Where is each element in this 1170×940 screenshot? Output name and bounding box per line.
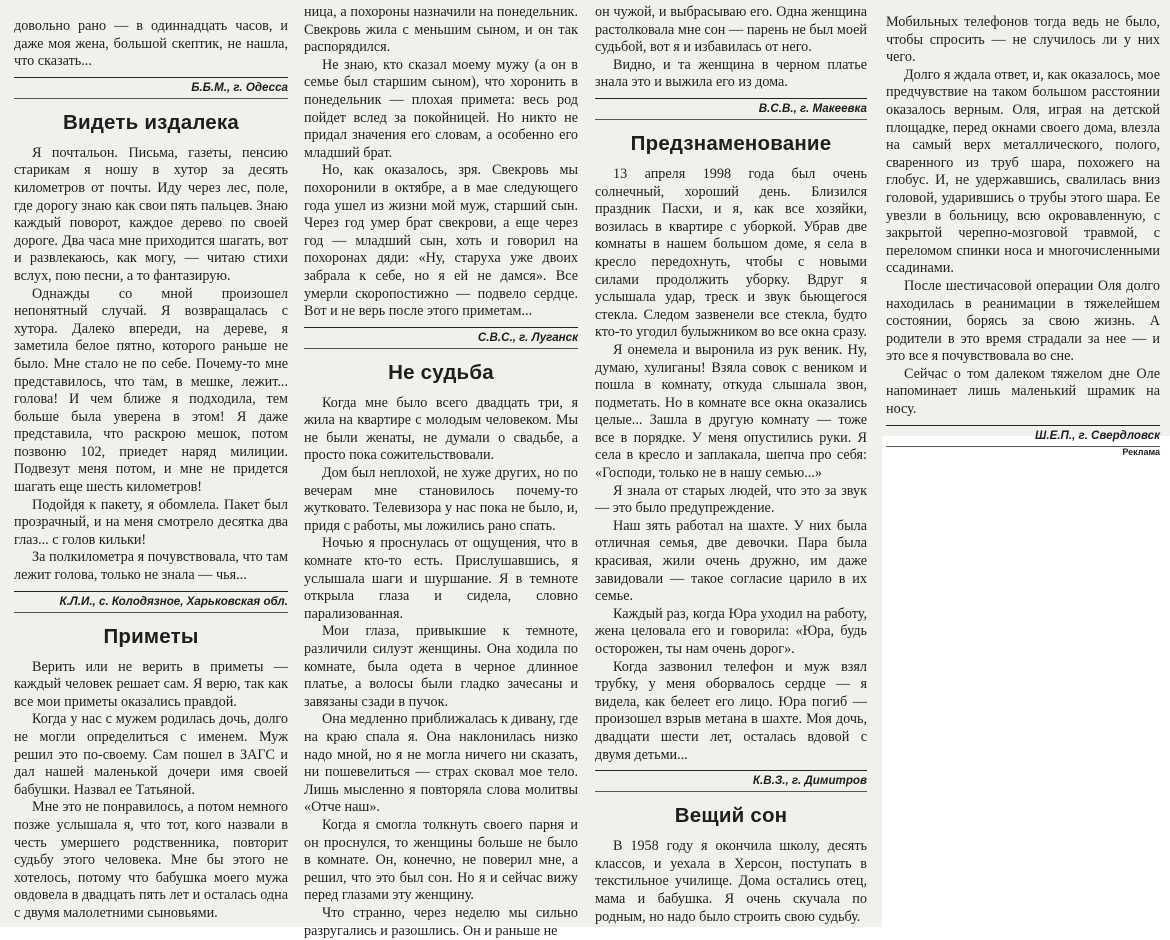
paragraph: После шестичасовой операции Оля долго находилась в реанимации в тяжелейшем состоянии, борясь за свою жизнь. А родители в это время страдали за нее — и это все я почувствовала во сне.: [886, 277, 1160, 365]
paragraph: Верить или не верить в приметы — каждый человек решает сам. Я верю, так как все мои приметы оказались правдой.: [14, 658, 288, 710]
paragraph: Ночью я проснулась от ощущения, что в комнате кто-то есть. Прислушавшись, я услышала шаги и шуршание. Я в темноте открыла глаза и сидела, словно парализованная.: [304, 535, 578, 622]
paragraph: Сейчас о том далеком тяжелом дне Оле напоминает лишь маленький шрамик на носу.: [886, 365, 1160, 418]
paragraph: Каждый раз, когда Юра уходил на работу, жена целовала его и говорила: «Юра, будь осторожен, ты нам очень дорог».: [595, 605, 867, 657]
byline: Б.Б.М., г. Одесса: [191, 80, 288, 94]
paragraph: Но, как оказалось, зря. Свекровь мы похоронили в октябре, а в мае следующего года ушел из жизни мой муж, старший сын. Через год умер брат свекрови, а еще через год — младший сын, хоть и говорил на похоронах дяди: «Ну, старуха уже двоих забрала к себе, но я ей не дамся». Все умерли скоропостижно — подвело сердце. Вот и не верь после этого приметам...: [304, 162, 578, 320]
paragraph: Мне это не понравилось, а потом немного позже услышала я, что тот, кого назвали в честь умершего родственника, повторит судьбу этого человека. Мне бы этого не хотелось, потому что бабушка моего мужа овдовела в двадцать пять лет и осталась одна с двумя малолетними сыновьями.: [14, 799, 288, 921]
byline: Ш.Е.П., г. Свердловск: [1035, 428, 1160, 442]
paragraph: довольно рано — в одиннадцать часов, и даже моя жена, большой скептик, не нашла, что сказать...: [14, 18, 288, 70]
article-heading: Не судьба: [388, 360, 494, 384]
paragraph: Она медленно приближалась к дивану, где на краю спала я. Она наклонилась низко надо мной, но я не могла ничего ни сказать, ни пошевелиться — страх сковал мое тело. Лишь мысленно я повторяла слова молитвы «Отче наш».: [304, 711, 578, 816]
paragraph: 13 апреля 1998 года был очень солнечный, хороший день. Близился праздник Пасхи, и я, как все хозяйки, возилась в квартире с уборкой. Убрав две комнаты в нашем большом доме, я села в кресло передохнуть, чтобы с новыми силами продолжить уборку. Вдруг я услышала удар, треск и звук бьющегося стекла. Следом зазвенели все стекла, будто кто-то угодил булыжником во все окна сразу.: [595, 165, 867, 341]
column-3: [595, 4, 867, 925]
paragraph: За полкилометра я почувствовала, что там лежит голова, только не знала — чья...: [14, 549, 288, 584]
paragraph: Что странно, через неделю мы сильно разругались и разошлись. Он и раньше не: [304, 904, 578, 939]
column-4: [886, 14, 1160, 457]
paragraph: Когда я смогла толкнуть своего парня и он проснулся, то женщины больше не было в комнате. Он, конечно, не поверил мне, а решил, что это был сон. Но я и сейчас вижу перед глазами эту женщину.: [304, 816, 578, 904]
column-1: [14, 18, 288, 921]
article-heading: Приметы: [103, 624, 199, 648]
paragraph: Я знала от старых людей, что это за звук — это было предупреждение.: [595, 482, 867, 517]
byline: К.В.З., г. Димитров: [752, 774, 867, 788]
byline: В.С.В., г. Макеевка: [758, 101, 867, 115]
paragraph: Когда мне было всего двадцать три, я жила на квартире с молодым человеком. Мы не были женаты, не думали о свадьбе, а просто пока сожительствовали.: [304, 394, 578, 464]
paragraph: Долго я ждала ответ, и, как оказалось, мое предчувствие на таком большом расстоянии оказалось верным. Оля, играя на детской площадке, перед окнами своего дома, влезла на самый верх металлического, полого, сваренного из труб шара, похожего на глобус. И, не удержавшись, свалилась вниз головой, ударившись о трубы этого шара. Ее увезли в больницу, всю окровавленную, с закрытой черепно-мозговой травмой, с переломом спинки носа и многочисленными ссадинами.: [886, 66, 1160, 277]
paragraph: Дом был неплохой, не хуже других, но по вечерам мне становилось почему-то жутковато. Телевизора у нас пока не было, и, придя с работы, мы ложились рано спать.: [304, 465, 578, 534]
paragraph: Подойдя к пакету, я обомлела. Пакет был прозрачный, и на меня смотрело десятка два глаз... с голов кильки!: [14, 496, 288, 548]
paragraph: Когда зазвонил телефон и муж взял трубку, у меня оборвалось сердце — я видела, как белеет его лицо. Юра погиб — произошел взрыв метана в шахте. Моя дочь, двадцати шести лет, осталась вдовой с двумя детьми...: [595, 658, 867, 763]
paragraph: Не знаю, кто сказал моему мужу (а он в семье был старшим сыном), что хоронить в понедельник — плохая примета: весь род пойдет вслед за покойницей. Но никто не придал значения его словам, а особенно его младший брат.: [304, 56, 578, 161]
paragraph: Видно, и та женщина в черном платье знала это и выжила его из дома.: [595, 56, 867, 91]
article-heading: Видеть издалека: [63, 110, 239, 134]
paragraph: Я онемела и выронила из рук веник. Ну, думаю, хулиганы! Взяла совок с веником и пошла в комнату, откуда слышала звон, подметать. Но в комнате все окна оказались целые... Зашла в другую комнату — тоже все в порядке. У меня опустились руки. Я села в кресло и заплакала, шепча про себя: «Господи, только не в нашу семью...»: [595, 341, 867, 482]
paragraph: Когда у нас с мужем родилась дочь, долго не могли определиться с именем. Муж решил это по-своему. Сам пошел в ЗАГС и дал нашей маленькой дочери имя своей бабушки. Назвал ее Татьяной.: [14, 711, 288, 798]
paragraph: Однажды со мной произошел непонятный случай. Я возвращалась с хутора. Далеко впереди, на дереве, я заметила белое пятно, которого раньше не было. Мне стало не по себе. Почему-то мне представилось, что там, в мешке, лежит... голова! И чем ближе я подходила, тем больше была уверена в этом! Я даже представила, что раскрою мешок, потом позвоню 102, приедет наряд милиции. Подвезут меня потом, и мне не придется шагать еще шесть километров!: [14, 285, 288, 496]
paragraph: Мобильных телефонов тогда ведь не было, чтобы спросить — не случилось ли у них чего.: [886, 14, 1160, 66]
paragraph: Я почтальон. Письма, газеты, пенсию старикам я ношу в хутор за десять километров от почты. Иду через лес, поле, где дорогу знаю как свои пять пальцев. Знаю каждый поворот, каждое дерево по своей дороге. Два часа мне приходится шагать, вот и развлекаюсь, как могу, — читаю стихи вслух, пою песни, а то фантазирую.: [14, 144, 288, 284]
paragraph: Мои глаза, привыкшие к темноте, различили силуэт женщины. Она ходила по комнате, была одета в черное длинное платье, а волосы были гладко зачесаны и завязаны сзади в пучок.: [304, 623, 578, 710]
paragraph: ница, а похороны назначили на понедельник. Свекровь жила с меньшим сыном, и он так распорядился.: [304, 4, 578, 56]
column-2: [304, 4, 578, 939]
advertisement-label: Реклама: [1122, 446, 1160, 457]
paragraph: Наш зять работал на шахте. У них была отличная семья, две девочки. Пара была красивая, жили очень дружно, им даже завидовали — такое согласие царило в их семье.: [595, 517, 867, 605]
byline: К.Л.И., с. Колодязное, Харьковская обл.: [59, 594, 288, 608]
paragraph: он чужой, и выбрасываю его. Одна женщина растолковала мне сон — парень не был моей судьбой, вот я и избавилась от него.: [595, 4, 867, 56]
article-heading: Вещий сон: [674, 804, 788, 828]
paragraph: В 1958 году я окончила школу, десять классов, и уехала в Херсон, поступать в текстильное училище. Дома остались отец, мама и бабушка. Я очень скучала по родным, но надо было строить свою судьбу.: [595, 838, 867, 925]
article-heading: Предзнаменование: [630, 131, 832, 155]
byline: С.В.С., г. Луганск: [477, 330, 578, 344]
